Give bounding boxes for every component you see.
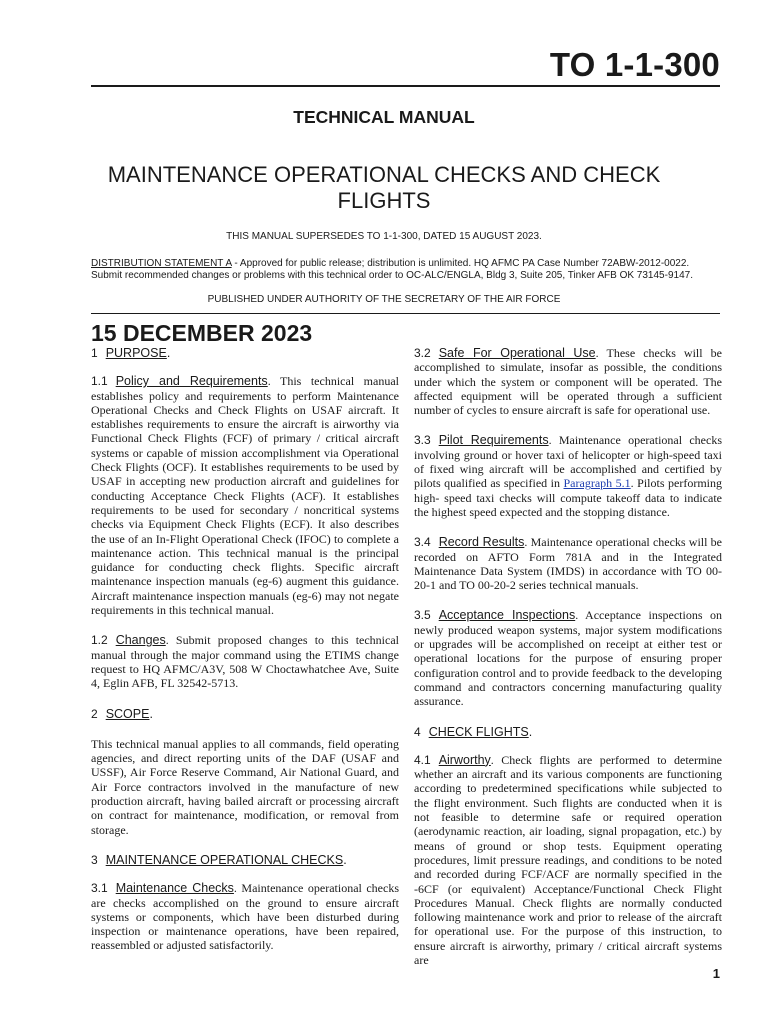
paragraph-number: 3.5 (414, 608, 431, 623)
paragraph-title: Pilot Requirements (438, 433, 549, 448)
paragraph-text: Check flights are performed to determine whether an aircraft and its various components are functioning according to predetermined specifications while subjected to the flight environment. Such flights are conducted when it is not feasible to determine safe or required operation (aerodynamic reaction, air loading, signal propagation, etc.) by means of ground or shop tests. Equipment operating procedures, limit pressure readings, and conditions to be noted and recorded during FCF/ACF are normally specified in the -6CF (or equivalent) Acceptance/Functional Check Flight Procedures Manual. Check flights are normally conducted following maintenance work and prior to release of the aircraft for operational use. For the purpose of this instruction, to ensure aircraft is airworthy, primary / critical aircraft systems are (414, 752, 722, 967)
section-number: 4 (414, 724, 421, 739)
section-title: MAINTENANCE OPERATIONAL CHECKS (105, 852, 344, 867)
paragraph-4-1: 4.1 Airworthy. Check flights are performed to determine whether an aircraft and its various components are functioning according to predetermined specifications while subjected to the flight environment. Such flights are conducted when it is not feasible to determine safe or required operation (aerodynamic reaction, air loading, signal propagation, etc.) by means of ground or shop tests. Equipment operating procedures, limit pressure readings, and conditions to be noted and recorded during FCF/ACF are normally specified in the -6CF (or equivalent) Acceptance/Functional Check Flight Procedures Manual. Check flights are normally conducted following maintenance work and prior to release of the aircraft for operational use. For the purpose of this instruction, to ensure aircraft is airworthy, primary / critical aircraft systems are (414, 752, 722, 967)
published-authority: PUBLISHED UNDER AUTHORITY OF THE SECRETARY OF THE AIR FORCE (207, 294, 561, 305)
paragraph-title: Policy and Requirements (115, 374, 268, 389)
paragraph-text: Acceptance inspections on newly produced weapon systems, major system modifications or upgrades will be accomplished on receipt at either test or operational locations for the purpose of ensuring proper configuration control and to provide feedback to the developing command and contractors concerning manufacturing quality assurance. (414, 608, 722, 709)
publication-date: 15 DECEMBER 2023 (91, 320, 313, 346)
section-heading-purpose: 1 PURPOSE. (91, 346, 171, 360)
distribution-statement (91, 258, 720, 282)
section-number: 2 (91, 706, 98, 721)
section-number: 3 (91, 852, 98, 867)
paragraph-3-1: 3.1 Maintenance Checks. Maintenance operational checks are checks accomplished on the ground to ensure aircraft systems or components, which have been disturbed during inspection or maintenance operations, have been repaired, reassembled or adjusted satisfactorily. (91, 881, 400, 953)
paragraph-title: Maintenance Checks (115, 881, 234, 896)
page-title: MAINTENANCE OPERATIONAL CHECKS AND CHECK FLIGHTS (107, 162, 661, 213)
paragraph-number: 4.1 (414, 752, 431, 767)
paragraph-1-2: 1.2 Changes. Submit proposed changes to this technical manual through the major command using the ETIMS change request to HQ AFMC/A3V, 508 W Choctawhatchee Ave, Suite 4, Eglin AFB, FL 32542-5713. (91, 633, 399, 691)
paragraph-text: Maintenance operational checks are checks accomplished on the ground to ensure aircraft systems or components, which have been disturbed during inspection or maintenance operations, have been repaired, reassembled or adjusted satisfactorily. (91, 881, 400, 953)
paragraph-1-1: 1.1 Policy and Requirements. This technical manual establishes policy and requirements to perform Maintenance Operational Checks and Check Flights on USAF aircraft. It establishes requirements to ensure the aircraft is airworthy via Functional Check Flights (FCF) of primary / critical aircraft systems or capable of mission accomplishment via Operational Check Flights (OCF). It establishes requirements to be used by USAF in accepting new production aircraft and guidelines for conducting Acceptance Check Flights (ACF). It establishes requirements to be used for secondary / noncritical systems checks via Equipment Check Flights (ECF). It also describes the use of an In-Flight Operational Check (IFOC) to complete a maintenance action. This technical manual is the principal guidance for conducting check flights. Specific aircraft maintenance inspection manuals (eg-6) augment this guidance. Aircraft maintenance inspection manuals (eg-6) may not negate requirements in this technical manual. (91, 374, 399, 618)
section-heading-check-flights: 4 CHECK FLIGHTS. (414, 724, 533, 739)
section-heading-maintenance-checks: 3 MAINTENANCE OPERATIONAL CHECKS. (91, 852, 347, 867)
paragraph-number: 3.2 (414, 346, 431, 360)
supersedes-notice: THIS MANUAL SUPERSEDES TO 1-1-300, DATED 15 AUGUST 2023. (226, 231, 542, 242)
paragraph-3-3: 3.3 Pilot Requirements. Maintenance operational checks involving ground or hover taxi of helicopter or high-speed taxi of fixed wing aircraft will be accomplished and certified by pilots qualified as specified in Paragraph 5.1. Pilots performing high- speed taxi checks will compute takeoff data to indicate the highest speed expected and the stopping distance. (414, 433, 723, 519)
section-number: 1 (91, 346, 98, 360)
paragraph-text: This technical manual establishes policy and requirements to perform Maintenance Operational Checks and Check Flights on USAF aircraft. It establishes requirements to ensure the aircraft is airworthy via Functional Check Flights (FCF) of primary / critical aircraft systems or capable of mission accomplishment via Operational Check Flights (OCF). It establishes requirements to be used by USAF in accepting new production aircraft and guidelines for conducting Acceptance Check Flights (ACF). It establishes requirements to be used for secondary / noncritical systems checks via Equipment Check Flights (ECF). It also describes the use of an In-Flight Operational Check (IFOC) to complete a maintenance action. This technical manual is the principal guidance for conducting check flights. Specific aircraft maintenance inspection manuals (eg-6) augment this guidance. Aircraft maintenance inspection manuals (eg-6) may not negate requirements in this technical manual. (91, 374, 399, 618)
paragraph-text: Maintenance operational checks will be recorded on AFTO Form 781A and in the Integrated Maintenance Data System (IMDS) in accordance with TO 00-20-1 and TO 00-20-2 series technical manuals. (414, 535, 723, 593)
paragraph-number: 3.3 (414, 433, 431, 448)
paragraph-title: Record Results (438, 535, 525, 550)
paragraph-3-5: 3.5 Acceptance Inspections. Acceptance inspections on newly produced weapon systems, major system modifications or upgrades will be accomplished on receipt at either test or operational locations for the purpose of ensuring proper configuration control and to provide feedback to the developing command and contractors concerning manufacturing quality assurance. (414, 608, 722, 709)
paragraph-text: These checks will be accomplished to simulate, insofar as possible, the conditions under which the system or component will be operated. The affected equipment will be operated through a sufficient number of cycles to ensure aircraft is safe for operational use. (414, 346, 722, 418)
section-title: PURPOSE (105, 346, 167, 360)
left-column (91, 346, 399, 953)
paragraph-title: Airworthy (438, 752, 491, 767)
paragraph-title: Safe For Operational Use (438, 346, 596, 360)
paragraph-title: Acceptance Inspections (438, 608, 576, 623)
mid-rule (91, 313, 720, 314)
paragraph-number: 1.2 (91, 633, 108, 648)
doc-type-heading: TECHNICAL MANUAL (293, 107, 475, 127)
paragraph-5-1-link[interactable]: Paragraph 5.1 (563, 476, 631, 491)
section-title: SCOPE (105, 706, 150, 721)
paragraph-text: . Pilots performing high- speed taxi checks will compute takeoff data to indicate the highest speed expected and the stopping distance. (414, 476, 722, 519)
section-title: CHECK FLIGHTS (428, 724, 529, 739)
paragraph-3-2: 3.2 Safe For Operational Use. These checks will be accomplished to simulate, insofar as possible, the conditions under which the system or component will be operated. The affected equipment will be operated through a sufficient number of cycles to ensure aircraft is safe for operational use. (414, 346, 722, 418)
right-column (414, 346, 722, 967)
paragraph-title: Changes (115, 633, 166, 648)
to-number: TO 1-1-300 (549, 46, 720, 83)
paragraph-3-4: 3.4 Record Results. Maintenance operational checks will be recorded on AFTO Form 781A and in the Integrated Maintenance Data System (IMDS) in accordance with TO 00-20-1 and TO 00-20-2 series technical manuals. (414, 535, 723, 593)
page-number: 1 (712, 966, 720, 981)
distribution-text: - Approved for public release; distribution is unlimited. HQ AFMC PA Case Number 72ABW-2012-0022. Submit recommended changes or problems with this technical order to OC-ALC/ENGLA, Bldg 3, Suite 205, Tinker AFB OK 73145-9147. (91, 258, 693, 281)
paragraph-text: Maintenance operational checks involving ground or hover taxi of helicopter or high-speed taxi of fixed wing aircraft will be accomplished and certified by pilots qualified as specified in (414, 433, 723, 491)
paragraph-scope: This technical manual applies to all commands, field operating agencies, and direct reporting units of the DAF (USAF and USSF), Air Force Reserve Command, Air National Guard, and Air Force contractors involved in the manufacture of new production aircraft, having bailed aircraft or processing aircraft on contract for maintenance, modification, or removal from storage. (91, 736, 399, 837)
paragraph-number: 3.4 (414, 535, 431, 550)
paragraph-number: 3.1 (91, 881, 108, 896)
section-heading-scope: 2 SCOPE. (91, 706, 153, 721)
paragraph-number: 1.1 (91, 374, 108, 389)
paragraph-text: Submit proposed changes to this technical manual through the major command using the ETIMS change request to HQ AFMC/A3V, 508 W Choctawhatchee Ave, Suite 4, Eglin AFB, FL 32542-5713. (91, 633, 399, 691)
distribution-label: DISTRIBUTION STATEMENT A (91, 258, 232, 269)
top-rule (91, 85, 720, 87)
